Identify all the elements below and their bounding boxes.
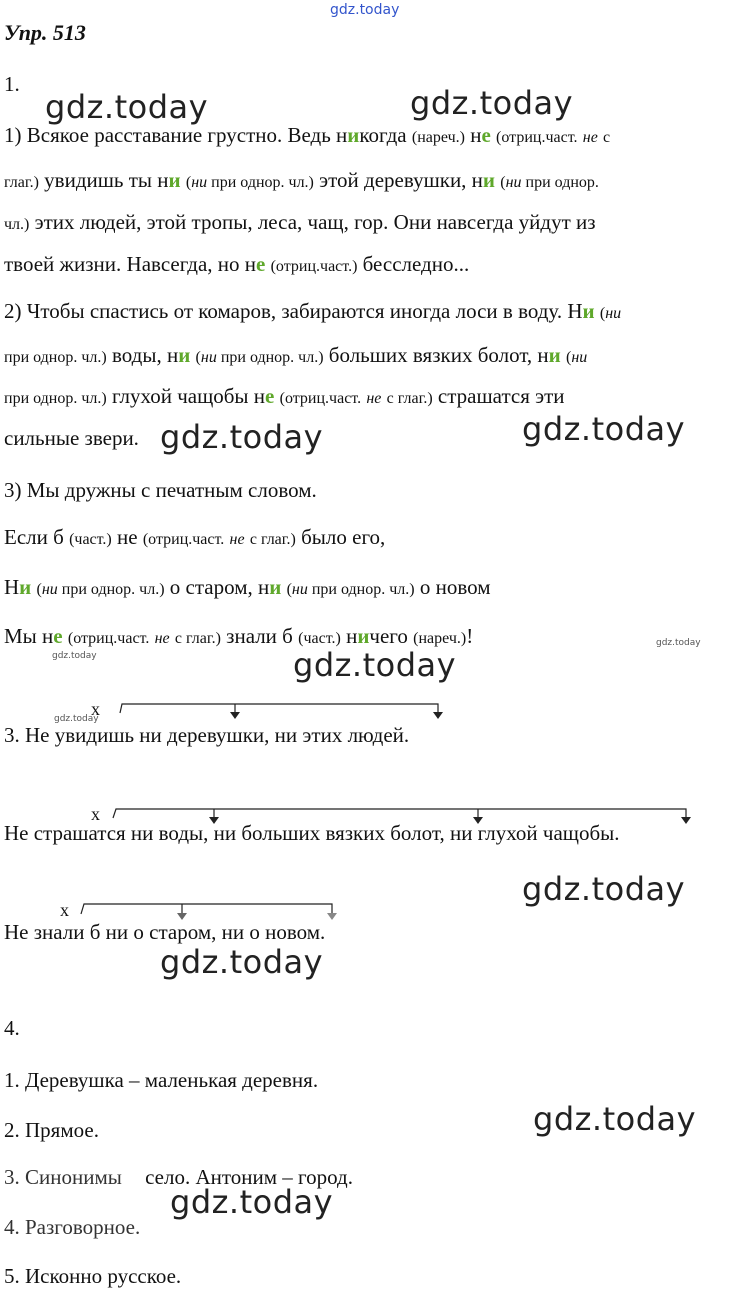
section-number: 1. <box>4 72 20 96</box>
watermark: gdz.today <box>170 1183 334 1221</box>
section-number: 4. <box>4 1016 20 1040</box>
watermark: gdz.today <box>522 870 686 908</box>
answer-line: 3. Синонимы село. Антоним – город. <box>4 1165 353 1189</box>
text-line: Ни (ни при однор. чл.) о старом, ни (ни при однор. чл.) о новом <box>4 575 491 599</box>
page-title: Упр. 513 <box>4 20 86 45</box>
text-line: 1) Всякое расставание грустно. Ведь никогда (нареч.) не (отриц.част. не с <box>4 123 611 147</box>
watermark: gdz.today <box>54 714 99 724</box>
text-line: глаг.) увидишь ты ни (ни при однор. чл.) этой деревушки, ни (ни при однор. <box>4 168 599 192</box>
scheme-sentence: Не знали б ни о старом, ни о новом. <box>4 920 326 944</box>
answer-line: 5. Исконно русское. <box>4 1264 182 1288</box>
text-line: сильные звери. <box>4 426 139 450</box>
watermark: gdz.today <box>293 646 457 684</box>
scheme-sentence: 3. Не увидишь ни деревушки, ни этих людей. <box>4 723 410 747</box>
watermark: gdz.today <box>330 2 400 18</box>
answer-line: 4. Разговорное. <box>4 1215 141 1239</box>
text-line: твоей жизни. Навсегда, но не (отриц.част.) бесследно... <box>4 252 470 276</box>
answer-line: 1. Деревушка – маленькая деревня. <box>4 1068 319 1092</box>
watermark: gdz.today <box>656 638 701 648</box>
scheme-mark: х <box>91 699 100 719</box>
watermark: gdz.today <box>410 84 574 122</box>
watermark: gdz.today <box>522 410 686 448</box>
scheme-mark: х <box>91 804 100 824</box>
text-line: Если б (част.) не (отриц.част. не с глаг.) было его, <box>4 525 386 549</box>
scheme-mark: х <box>60 900 69 920</box>
watermark: gdz.today <box>533 1100 697 1138</box>
text-line: при однор. чл.) воды, ни (ни при однор. чл.) больших вязких болот, ни (ни <box>4 343 588 367</box>
text-line: 2) Чтобы спастись от комаров, забираются иногда лоси в воду. Ни (ни <box>4 299 622 323</box>
watermark: gdz.today <box>160 418 324 456</box>
answer-line: 2. Прямое. <box>4 1118 99 1142</box>
text-line: чл.) этих людей, этой тропы, леса, чащ, гор. Они навсегда уйдут из <box>4 210 596 234</box>
watermark: gdz.today <box>52 651 97 661</box>
text-line: при однор. чл.) глухой чащобы не (отриц.част. не с глаг.) страшатся эти <box>4 384 565 408</box>
text-line: Мы не (отриц.част. не с глаг.) знали б (част.) ничего (нареч.)! <box>4 624 474 648</box>
scheme-sentence: Не страшатся ни воды, ни больших вязких болот, ни глухой чащобы. <box>4 821 620 845</box>
watermark: gdz.today <box>160 943 324 981</box>
watermark: gdz.today <box>45 88 209 126</box>
text-line: 3) Мы дружны с печатным словом. <box>4 478 317 502</box>
